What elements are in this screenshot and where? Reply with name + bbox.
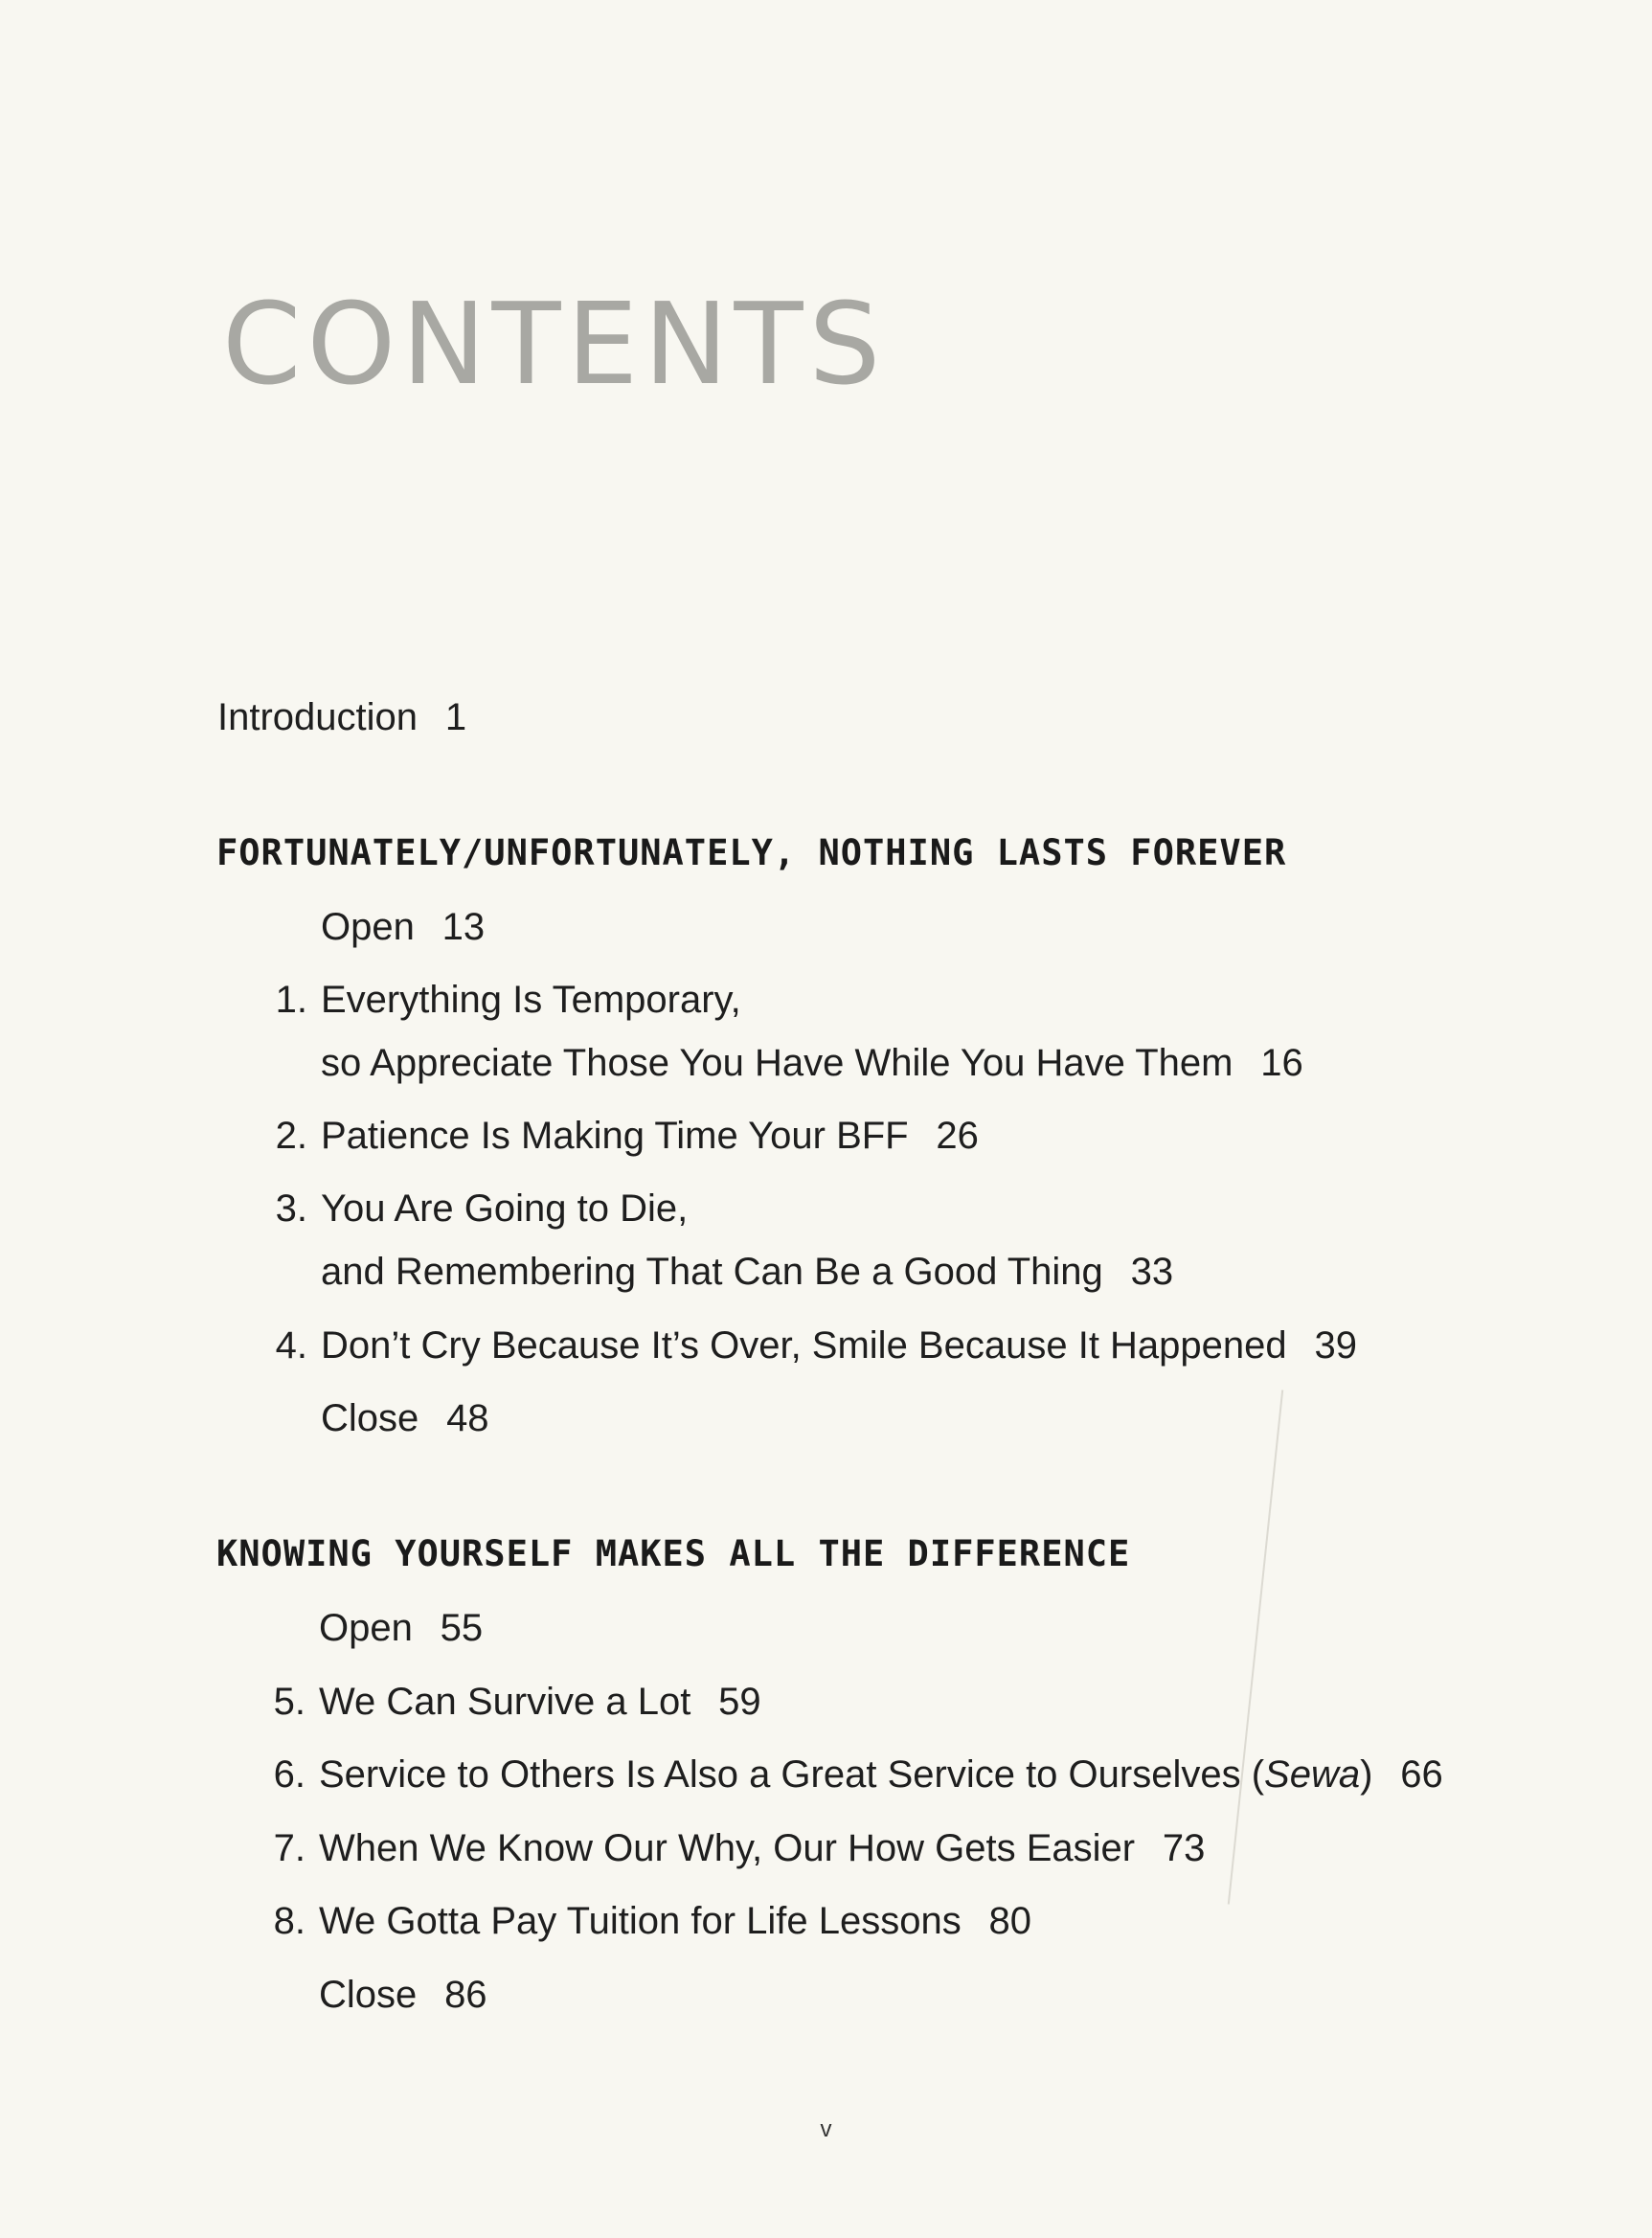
entry-page: 39: [1314, 1324, 1357, 1367]
toc-entry-chapter: [275, 1187, 689, 1230]
entry-label-italic: Sewa: [1264, 1753, 1361, 1796]
chapter-number: 4.: [275, 1324, 307, 1367]
entry-label: Introduction: [217, 696, 419, 738]
toc-entry-chapter: [273, 1753, 1443, 1796]
toc-entry-chapter: [275, 1324, 1357, 1367]
toc-entry-chapter-continued: [321, 1044, 1303, 1082]
entry-page: 1: [444, 696, 467, 738]
entry-page: 26: [936, 1115, 979, 1157]
entry-page: 80: [988, 1900, 1032, 1942]
toc-entry-chapter: [275, 1115, 979, 1157]
entry-page: 59: [718, 1681, 761, 1723]
toc-entry-chapter: [273, 1900, 1032, 1942]
entry-label: Close: [321, 1397, 419, 1439]
chapter-number: 2.: [275, 1115, 307, 1157]
chapter-number: 7.: [273, 1827, 306, 1869]
entry-page: 66: [1400, 1753, 1443, 1796]
entry-label: Open: [319, 1607, 413, 1649]
toc-entry-chapter: [275, 979, 741, 1021]
entry-label-end: ): [1360, 1753, 1373, 1796]
entry-label: We Gotta Pay Tuition for Life Lessons: [319, 1900, 962, 1942]
part-heading: FORTUNATELY/UNFORTUNATELY, NOTHING LASTS FOREVER: [216, 832, 1287, 873]
chapter-number: 6.: [273, 1753, 306, 1796]
toc-entry-introduction: [217, 698, 466, 736]
chapter-number: 3.: [275, 1187, 307, 1230]
entry-label: When We Know Our Why, Our How Gets Easier: [319, 1827, 1136, 1869]
part-heading: KNOWING YOURSELF MAKES ALL THE DIFFERENCE: [216, 1533, 1131, 1574]
entry-page: 16: [1260, 1042, 1303, 1084]
chapter-number: 8.: [273, 1900, 306, 1942]
entry-label: Everything Is Temporary,: [321, 979, 741, 1021]
toc-entry-close: [319, 1976, 487, 2014]
entry-page: 13: [441, 906, 486, 948]
entry-label: You Are Going to Die,: [321, 1187, 689, 1230]
entry-page: 73: [1162, 1827, 1206, 1869]
toc-entry-open: [321, 908, 485, 946]
toc-entry-chapter: [273, 1827, 1206, 1869]
entry-label: Service to Others Is Also a Great Service to Ourselves (: [319, 1753, 1265, 1796]
entry-label: Don’t Cry Because It’s Over, Smile Because It Happened: [321, 1324, 1287, 1367]
entry-label: and Remembering That Can Be a Good Thing: [321, 1251, 1103, 1293]
entry-label: Close: [319, 1974, 418, 2016]
entry-page: 33: [1130, 1251, 1174, 1293]
chapter-number: 5.: [273, 1681, 306, 1723]
page-title: CONTENTS: [222, 278, 887, 410]
chapter-number: 1.: [275, 979, 307, 1021]
scan-artifact: [1228, 1390, 1283, 1904]
entry-label: so Appreciate Those You Have While You Have Them: [321, 1042, 1233, 1084]
toc-entry-chapter: [273, 1681, 761, 1723]
entry-page: 55: [440, 1607, 484, 1649]
toc-entry-chapter-continued: [321, 1253, 1173, 1291]
entry-label: We Can Survive a Lot: [319, 1681, 691, 1723]
entry-label: Open: [321, 906, 415, 948]
entry-page: 48: [446, 1397, 489, 1439]
page-number: v: [820, 2116, 832, 2142]
entry-label: Patience Is Making Time Your BFF: [321, 1115, 909, 1157]
toc-entry-open: [319, 1609, 483, 1647]
entry-page: 86: [444, 1974, 487, 2016]
toc-entry-close: [321, 1399, 489, 1437]
